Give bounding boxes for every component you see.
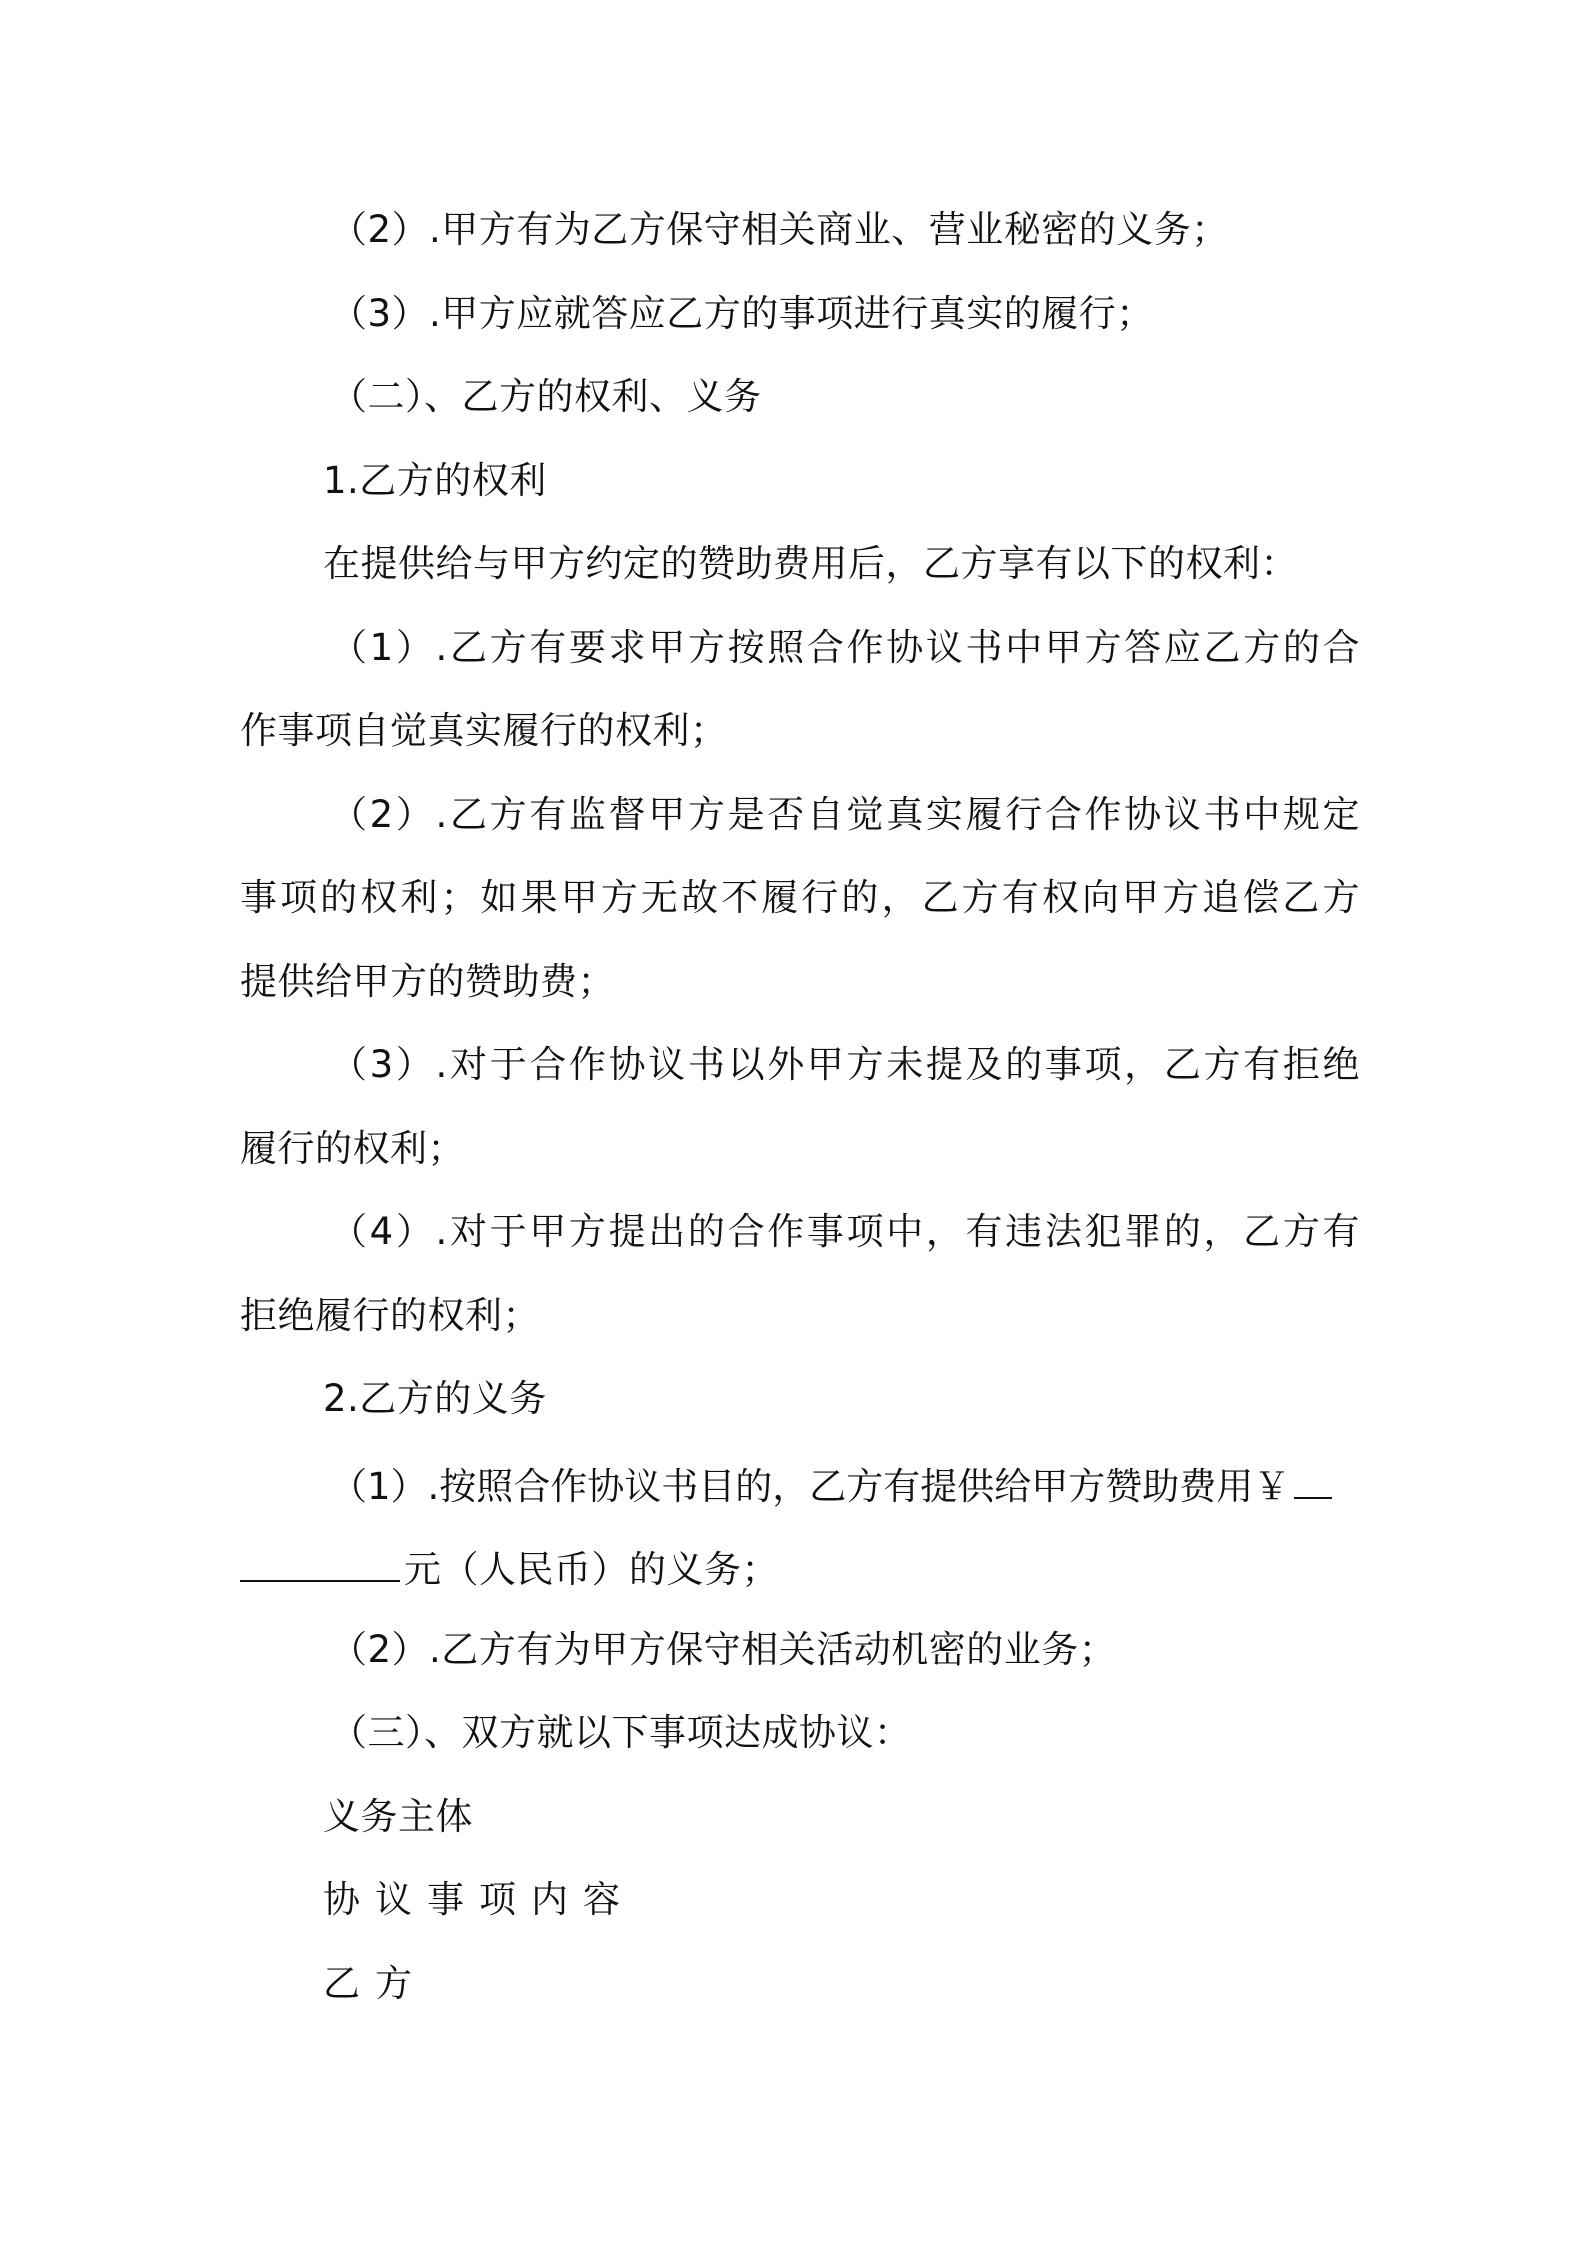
rights-2-line1: （2）.乙方有监督甲方是否自觉真实履行合作协议书中规定 [330,793,1360,836]
clause-a-3: （3）.甲方应就答应乙方的事项进行真实的履行； [330,292,1154,335]
clause-a-2: （2）.甲方有为乙方保守相关商业、营业秘密的义务； [330,208,1229,251]
section-heading-2: （二）、乙方的权利、义务 [330,375,762,418]
subheading-obligations: 2.乙方的义务 [323,1377,547,1420]
rights-1-line2: 作事项自觉真实履行的权利； [240,709,728,752]
obligation-1-line1 [330,1459,1332,1511]
rights-intro: 在提供给与甲方约定的赞助费用后，乙方享有以下的权利： [323,542,1298,585]
obligation-1-text-end: 元（人民币）的义务； [404,1548,779,1591]
amount-blank-end [240,1542,400,1582]
subheading-rights: 1.乙方的权利 [323,459,547,502]
table-label-party-b: 乙方 [323,1962,427,2005]
obligation-1-line2 [240,1542,779,1594]
rights-4-line2: 拒绝履行的权利； [240,1294,540,1337]
obligation-2: （2）.乙方有为甲方保守相关活动机密的业务； [330,1628,1117,1671]
rights-2-line3: 提供给甲方的赞助费； [240,960,615,1003]
section-heading-3: （三）、双方就以下事项达成协议： [330,1711,912,1754]
table-label-party: 义务主体 [323,1795,473,1838]
amount-blank-start [1294,1459,1332,1499]
rights-2-line2: 事项的权利；如果甲方无故不履行的，乙方有权向甲方追偿乙方 [240,876,1360,919]
obligation-1-text: （1）.按照合作协议书目的，乙方有提供给甲方赞助费用￥ [330,1465,1291,1508]
rights-4-line1: （4）.对于甲方提出的合作事项中，有违法犯罪的，乙方有 [330,1210,1360,1253]
rights-3-line1: （3）.对于合作协议书以外甲方未提及的事项，乙方有拒绝 [330,1043,1360,1086]
rights-3-line2: 履行的权利； [240,1127,465,1170]
table-label-content: 协议事项内容 [323,1878,635,1921]
rights-1-line1: （1）.乙方有要求甲方按照合作协议书中甲方答应乙方的合 [330,626,1360,669]
